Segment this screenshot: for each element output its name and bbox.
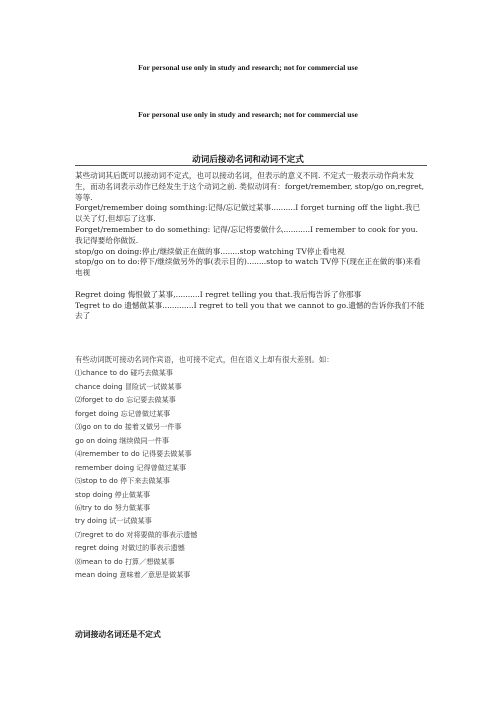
list-item: ⑷remember to do 记得要去做某事 (75, 449, 192, 459)
list-item: try doing 试一试做某事 (75, 516, 152, 526)
list-item: forget doing 忘记曾做过某事 (75, 408, 171, 418)
example-paragraph: stop/go on to do:停下/继续做另外的事(表示目的)........stop to watch TV停下(现在正在做的事)来看电视 (75, 257, 421, 278)
list-item: ⑵forget to do 忘记要去做某事 (75, 395, 176, 405)
example-paragraph: Tegret to do 遗憾做某事.............I regret to tell you that we cannot to go.遗憾的告诉你我们不能去了 (75, 300, 425, 321)
title-divider (75, 165, 427, 166)
section-title: 动词后接动名词和动词不定式 (192, 155, 304, 165)
list-item: go on doing 继续做同一件事 (75, 435, 169, 445)
list-item: ⑻mean to do 打算／想做某事 (75, 556, 175, 566)
list-item: remember doing 记得曾做过某事 (75, 462, 187, 472)
example-paragraph: Regret doing 悔恨做了某事,..........I regret telling you that.我后悔告诉了你那事 (75, 289, 362, 299)
list-item: chance doing 冒险试一试做某事 (75, 381, 182, 391)
list-item: regret doing 对做过的事表示遗憾 (75, 543, 185, 553)
list-item: mean doing 意味着／意思是做某事 (75, 570, 191, 580)
list-item: ⑺regret to do 对将要做的事表示遗憾 (75, 529, 198, 539)
usage-notice-banner: For personal use only in study and research; not for commercial use (138, 63, 358, 72)
example-paragraph: stop/go on doing:停止/继续做正在做的事........stop watching TV停止看电视 (75, 246, 345, 256)
intro-paragraph: 某些动词其后既可以接动词不定式，也可以接动名词，但表示的意义不同. 不定式一般表示动作尚未发生，而动名词表示动作已经发生于这个动词之前. 类似动词有：forget/remember, stop/go on,regret,等等. (75, 171, 425, 202)
list-intro: 有些动词既可接动名词作宾语，也可接不定式，但在语义上却有很大差别。如： (75, 355, 334, 364)
next-section-title: 动词接动名词还是不定式 (75, 630, 161, 639)
verb-pair-list (75, 353, 425, 582)
list-item: stop doing 停止做某事 (75, 489, 151, 499)
list-item: ⑴chance to do 碰巧去做某事 (75, 368, 173, 378)
explanation-block (75, 171, 425, 322)
example-paragraph: Forget/remember doing somthing:记得/忘记做过某事..........I forget turning off the light.我已以关了灯,但却忘了这事. (75, 203, 421, 224)
usage-notice-banner: For personal use only in study and research; not for commercial use (138, 110, 358, 119)
list-item: ⑹try to do 努力做某事 (75, 502, 151, 512)
paragraph-gap (75, 279, 425, 290)
example-paragraph: Forget/remember to do something: 记得/忘记将要做什么...........I remember to cook for you. 我记得要给你做饭. (75, 224, 418, 245)
list-item: ⑶go on to do 接着又做另一件事 (75, 422, 182, 432)
list-item: ⑸stop to do 停下来去做某事 (75, 476, 170, 486)
